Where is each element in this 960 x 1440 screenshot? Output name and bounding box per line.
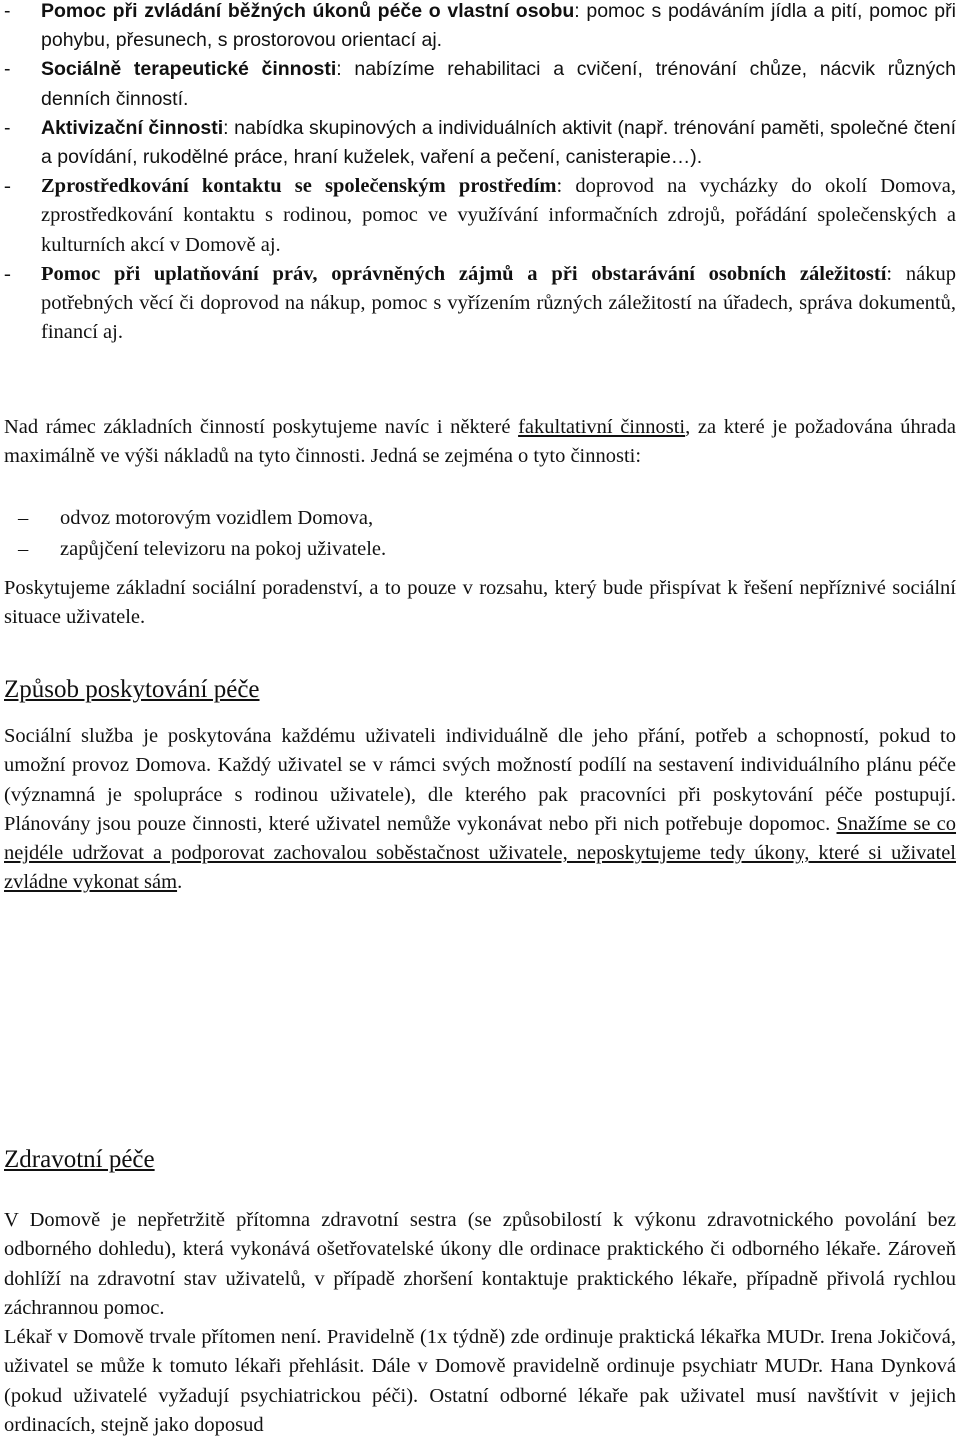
counseling-paragraph: Poskytujeme základní sociální poradenství, a to pouze v rozsahu, který bude přispívat k řešení nepříznivé sociální situace uživatele. bbox=[4, 577, 956, 629]
list-item: - Pomoc při zvládání běžných úkonů péče o vlastní osobu: pomoc s podáváním jídla a pití, pomoc při pohybu, přesunech, s prostorovou orientací aj. bbox=[4, 0, 956, 55]
list-dash: - bbox=[4, 0, 11, 22]
activity-title: Pomoc při zvládání běžných úkonů péče o vlastní osobu bbox=[41, 0, 575, 22]
section-heading: Způsob poskytování péče bbox=[4, 676, 260, 703]
list-dash: - bbox=[4, 262, 11, 285]
activity-title: Aktivizační činnosti bbox=[41, 116, 224, 139]
activity-title: Sociálně terapeutické činnosti bbox=[41, 58, 337, 81]
activities-list bbox=[4, 0, 956, 347]
list-dash: – bbox=[18, 538, 29, 560]
list-item: - Aktivizační činnosti: nabídka skupinových a individuálních aktivit (např. trénování paměti, společné čtení a povídání, rukodělné práce, hraní kuželek, vaření a pečení, canisterapie…). bbox=[4, 114, 956, 172]
list-dash: - bbox=[4, 175, 11, 198]
list-item: - Pomoc při uplatňování práv, oprávněných zájmů a při obstarávání osobních záležitostí: nákup potřebných věcí či doprovod na nákup, pomoc s vyřízením různých záležitostí na úřadech, správa dokumentů, financí aj. bbox=[4, 260, 956, 348]
doctor-paragraph: Lékař v Domově trvale přítomen není. Pravidelně (1x týdně) zde ordinuje praktická lékařka MUDr. Irena Jokičová, uživatel se může k tomuto lékaři přehlásit. Dále v Domově pravidelně ordinuje psychiatr MUDr. Hana Dynková (pokud uživatelé vyžadují psychiatrickou péči). Ostatní odborné lékaře pak uživatel musí navštívit v jejich ordinacích, stejně jako doposud bbox=[4, 1326, 956, 1436]
activity-text: nákup potřebných věcí či doprovod na nákup, pomoc s vyřízením různých záležitostí na úřadech, správa dokumentů, financí aj. bbox=[41, 262, 956, 344]
list-dash: - bbox=[4, 58, 11, 81]
list-item: – odvoz motorovým vozidlem Domova, bbox=[4, 503, 956, 534]
list-item: – zapůjčení televizoru na pokoj uživatele. bbox=[4, 534, 956, 565]
section-heading: Zdravotní péče bbox=[4, 1146, 155, 1173]
list-item: - Zprostředkování kontaktu se společenským prostředím: doprovod na vycházky do okolí Domova, zprostředkování kontaktu s rodinou, pomoc ve využívání informačních zdrojů, pořádání společenských a kulturních akcí v Domově aj. bbox=[4, 172, 956, 260]
activity-title: Pomoc při uplatňování práv, oprávněných zájmů a při obstarávání osobních záležitostí bbox=[41, 262, 887, 285]
optional-services-link: fakultativní činnosti bbox=[518, 416, 686, 438]
activity-text: pomoc s podáváním jídla a pití, pomoc při pohybu, přesunech, s prostorovou orientací aj. bbox=[41, 0, 956, 52]
list-dash: - bbox=[4, 116, 11, 139]
list-item: - Sociálně terapeutické činnosti: nabízíme rehabilitaci a cvičení, trénování chůze, nácvik různých denních činností. bbox=[4, 55, 956, 113]
health-care-paragraph: V Domově je nepřetržitě přítomna zdravotní sestra (se způsobilostí k výkonu zdravotnického povolání bez odborného dohledu), která vykonává ošetřovatelské úkony dle ordinace praktického či odborného lékaře. Zároveň dohlíží na zdravotní stav uživatelů, v případě zhoršení kontaktuje praktického lékaře, případně přivolá rychlou záchrannou pomoc. bbox=[4, 1209, 956, 1319]
activity-text: nabízíme rehabilitaci a cvičení, trénování chůze, nácvik různých denních činností. bbox=[41, 58, 956, 110]
care-method-paragraph: Sociální služba je poskytována každému uživateli individuálně dle jeho přání, potřeb a schopností, pokud to umožní provoz Domova. Každý uživatel se v rámci svých možností podílí na sestavení individuálního plánu péče (významná je spolupráce s rodinou uživatele), dle kterého pak pracovníci při poskytování péče postupují. Plánovány jsou pouze činnosti, které uživatel nemůže vykonávat nebo při nich potřebuje dopomoc. Snažíme se co nejdéle udržovat a podporovat zachovalou soběstačnost uživatele, neposkytujeme tedy úkony, které si uživatel zvládne vykonat sám. bbox=[4, 725, 957, 894]
list-dash: – bbox=[18, 507, 29, 529]
activity-text: doprovod na vycházky do okolí Domova, zprostředkování kontaktu s rodinou, pomoc ve využívání informačních zdrojů, pořádání společenských a kulturních akcí v Domově aj. bbox=[41, 175, 956, 256]
activity-title: Zprostředkování kontaktu se společenským prostředím bbox=[41, 175, 557, 198]
underlined-statement: Snažíme se co nejdéle udržovat a podporovat zachovalou soběstačnost uživatele, neposkytujeme tedy úkony, které si uživatel zvládne vykonat sám bbox=[4, 812, 957, 894]
optional-services-list bbox=[4, 503, 956, 565]
activity-text: nabídka skupinových a individuálních aktivit (např. trénování paměti, společné čtení a povídání, rukodělné práce, hraní kuželek, vaření a pečení, canisterapie…). bbox=[41, 116, 956, 169]
optional-services-paragraph: Nad rámec základních činností poskytujeme navíc i některé fakultativní činnosti, za které je požadována úhrada maximálně ve výši nákladů na tyto činnosti. Jedná se zejména o tyto činnosti: bbox=[4, 416, 956, 468]
